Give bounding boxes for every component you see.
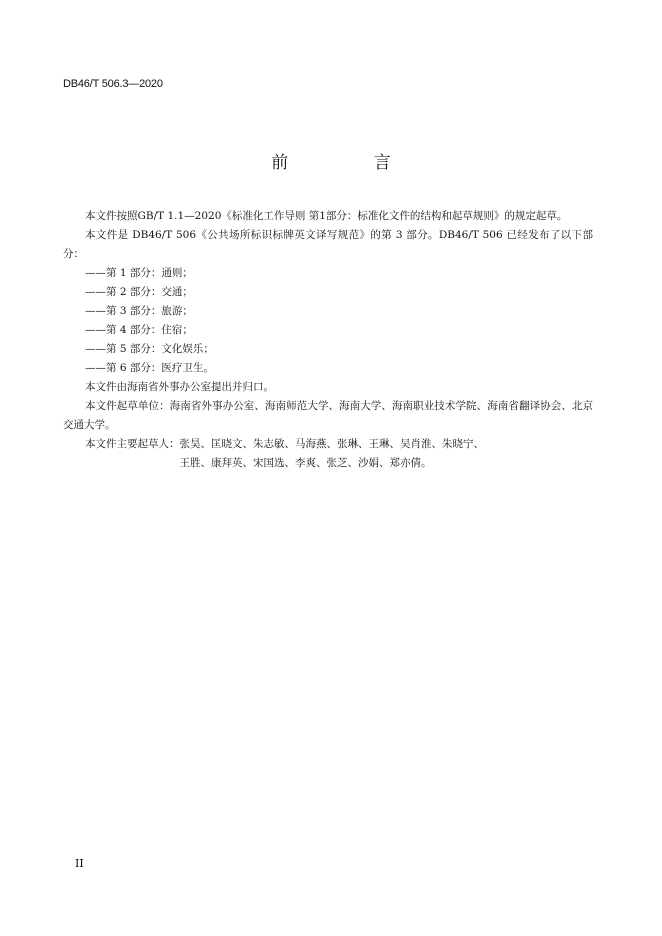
drafters-line-1: 张昊、匡晓文、朱志敏、马海燕、张琳、王琳、吴肖淮、朱晓宁、 — [179, 438, 484, 450]
document-body — [63, 207, 593, 473]
list-item-part-6: ——第 6 部分：医疗卫生。 — [85, 362, 214, 374]
page-number: II — [75, 857, 84, 870]
paragraph-proposer: 本文件由海南省外事办公室提出并归口。 — [85, 381, 274, 393]
list-item-part-4: ——第 4 部分：住宿； — [85, 324, 193, 336]
drafters-label: 本文件主要起草人： — [85, 438, 180, 450]
drafters-block — [63, 435, 593, 473]
page-title: 前 言 — [271, 153, 431, 173]
list-item-part-1: ——第 1 部分：通则； — [85, 267, 193, 279]
paragraph-drafting-units: 本文件起草单位：海南省外事办公室、海南师范大学、海南大学、海南职业技术学院、海南省翻译协会、北京交通大学。 — [63, 400, 593, 431]
list-item-part-2: ——第 2 部分：交通； — [85, 286, 193, 298]
list-item-part-3: ——第 3 部分：旅游； — [85, 305, 193, 317]
document-code: DB46/T 506.3—2020 — [63, 78, 163, 90]
paragraph-series-info: 本文件是 DB46/T 506《公共场所标识标牌英文译写规范》的第 3 部分。DB46/T 506 已经发布了以下部分： — [63, 229, 593, 260]
drafters-names — [180, 435, 485, 473]
paragraph-drafting-rules: 本文件按照GB/T 1.1—2020《标准化工作导则 第1部分：标准化文件的结构和起草规则》的规定起草。 — [85, 210, 568, 222]
drafters-line-2: 王胜、康拜英、宋国选、李爽、张芝、沙娟、郑亦倩。 — [179, 457, 432, 469]
list-item-part-5: ——第 5 部分：文化娱乐； — [85, 343, 214, 355]
